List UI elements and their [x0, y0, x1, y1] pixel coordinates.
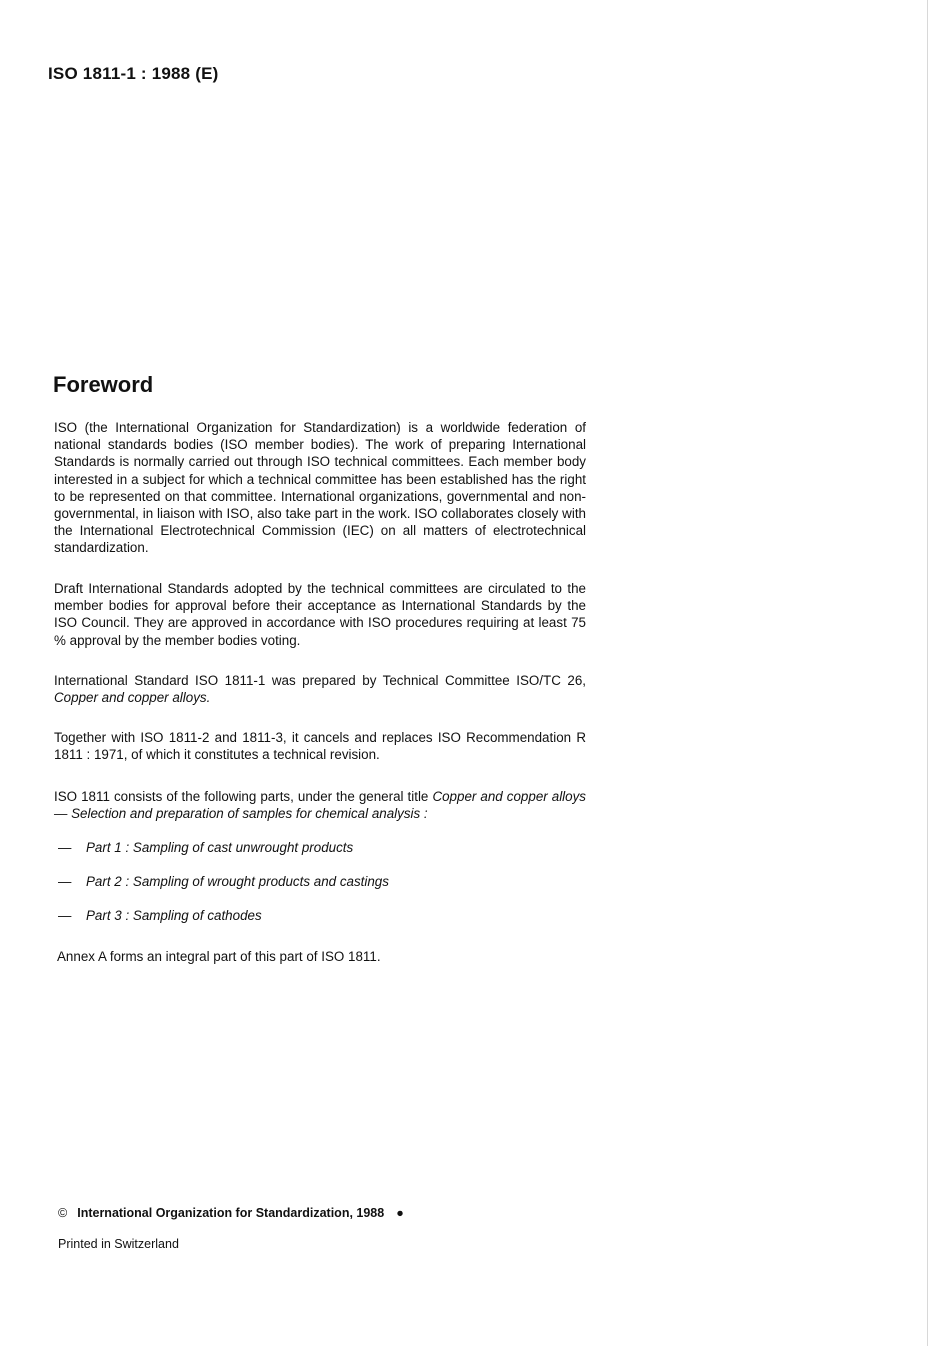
list-item-label: Part 2 : Sampling of wrought products and castings	[86, 874, 389, 889]
list-dash: —	[58, 840, 72, 855]
list-item-label: Part 1 : Sampling of cast unwrought products	[86, 840, 354, 855]
paragraph-5-general-title: Copper and copper alloys — Selection and preparation of samples for chemical analysis :	[54, 789, 586, 822]
paragraph-5	[54, 788, 586, 822]
bullet-icon: ●	[396, 1206, 404, 1220]
document-id: ISO 1811-1 : 1988 (E)	[48, 64, 219, 83]
list-dash: —	[58, 874, 72, 889]
list-item	[58, 907, 262, 924]
copyright-text: International Organization for Standardization, 1988	[77, 1206, 385, 1220]
printed-in: Printed in Switzerland	[58, 1237, 179, 1251]
paragraph-3	[54, 672, 586, 706]
annex-note: Annex A forms an integral part of this part of ISO 1811.	[57, 949, 381, 964]
paragraph-1: ISO (the International Organization for Standardization) is a worldwide federation of national standards bodies (ISO member bodies). The work of preparing International Standards is normally carried out through ISO technical committees. Each member body interested in a subject for which a technical committee has been established has the right to be represented on that committee. International organizations, governmental and non-governmental, in liaison with ISO, also take part in the work. ISO collaborates closely with the International Electrotechnical Commission (IEC) on all matters of electrotechnical standardization.	[54, 420, 586, 556]
list-item	[58, 873, 389, 890]
copyright-line	[58, 1206, 404, 1220]
list-dash: —	[58, 908, 72, 923]
paragraph-4: Together with ISO 1811-2 and 1811-3, it cancels and replaces ISO Recommendation R 1811 : 1971, of which it constitutes a technical revision.	[54, 730, 586, 763]
paragraph-2: Draft International Standards adopted by the technical committees are circulated to the member bodies for approval before their acceptance as International Standards by the ISO Council. They are approved in accordance with ISO procedures requiring at least 75 % approval by the member bodies voting.	[54, 581, 586, 648]
paragraph-5-text: ISO 1811 consists of the following parts, under the general title	[54, 789, 429, 804]
section-title: Foreword	[53, 372, 154, 397]
list-item-label: Part 3 : Sampling of cathodes	[86, 908, 262, 923]
paragraph-3-committee-title: Copper and copper alloys.	[54, 690, 211, 706]
page-edge-line	[927, 0, 928, 1346]
list-item	[58, 839, 353, 856]
copyright-icon: ©	[58, 1206, 68, 1220]
paragraph-3-text: International Standard ISO 1811-1 was prepared by Technical Committee ISO/TC 26,	[54, 673, 586, 688]
